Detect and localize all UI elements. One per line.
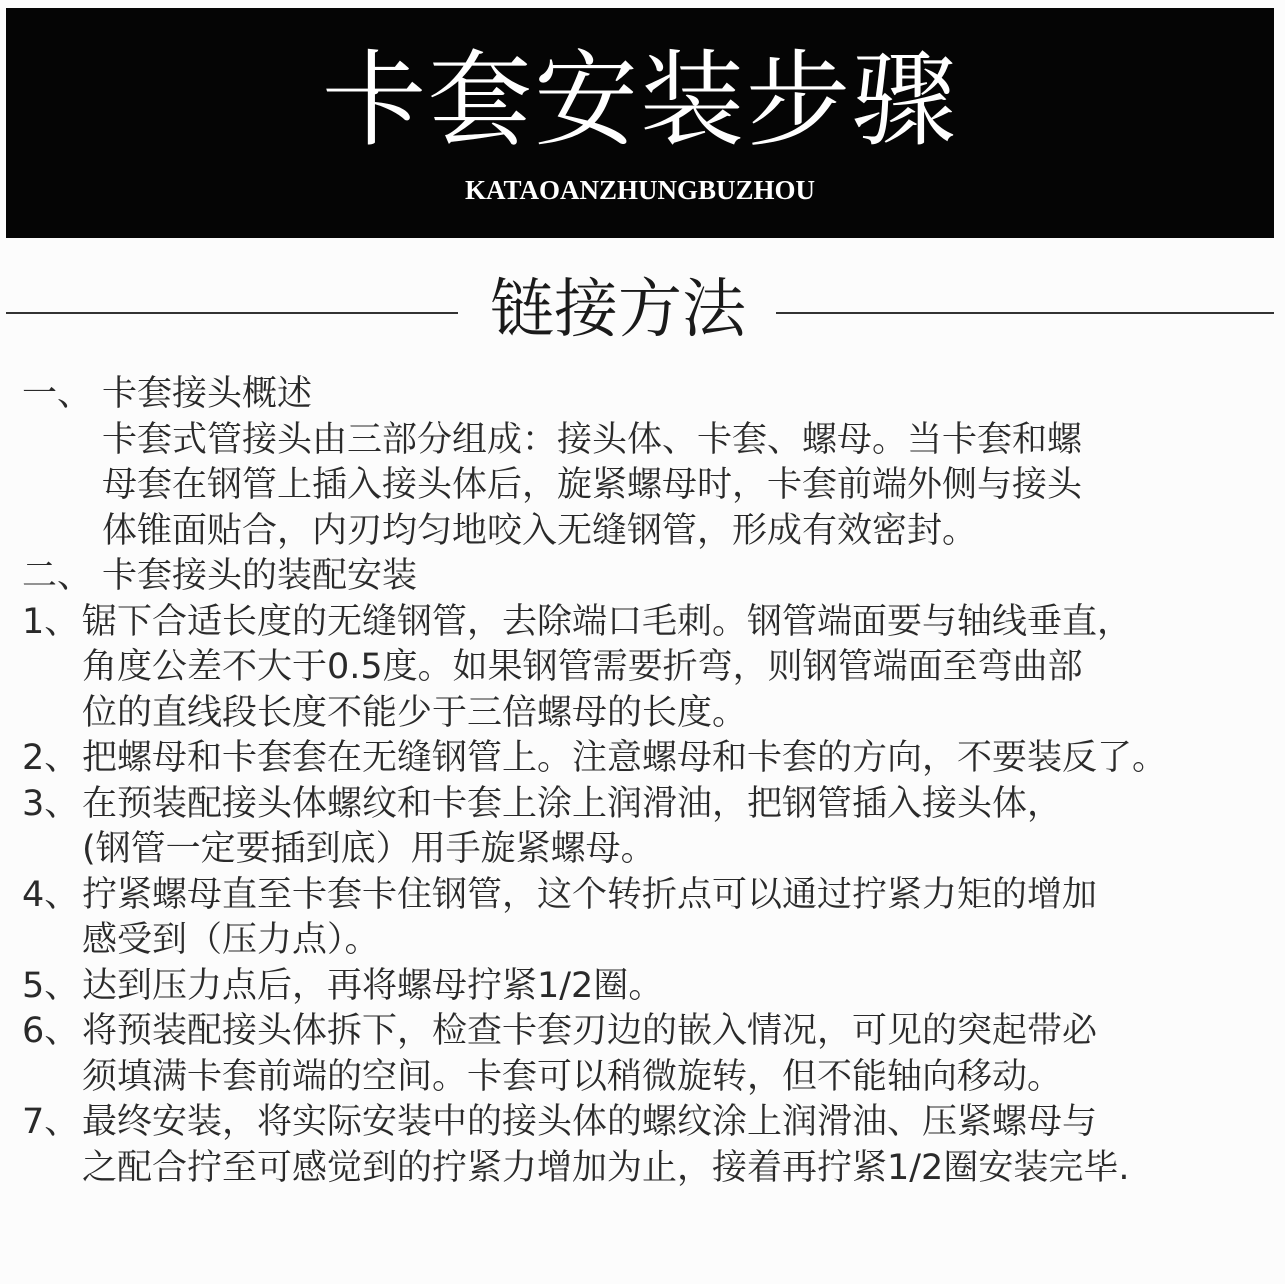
step-7-cont: 之配合拧至可感觉到的拧紧力增加为止，接着再拧紧1/2圈安装完毕.	[82, 1147, 1130, 1188]
banner-title: 卡套安装步骤	[321, 39, 958, 161]
overview-line: 体锥面贴合，内刃均匀地咬入无缝钢管，形成有效密封。	[102, 510, 978, 551]
step-text: 最终安装，将实际安装中的接头体的螺纹涂上润滑油、压紧螺母与	[82, 1102, 1098, 1142]
step-3-cont: (钢管一定要插到底）用手旋紧螺母。	[82, 829, 656, 869]
step-number: 7、	[22, 1102, 80, 1142]
step-number: 5、	[22, 965, 80, 1006]
divider-left	[6, 312, 458, 314]
step-4	[22, 873, 1277, 919]
step-3	[22, 782, 1277, 828]
step-1-cont: 位的直线段长度不能少于三倍螺母的长度。	[82, 692, 748, 733]
section-title: 链接方法	[490, 273, 746, 347]
step-1	[22, 600, 1277, 646]
step-2	[22, 736, 1277, 782]
step-number: 3、	[22, 783, 80, 824]
overview-heading	[22, 372, 1277, 418]
overview-line: 卡套式管接头由三部分组成：接头体、卡套、螺母。当卡套和螺	[102, 419, 1083, 460]
overview-heading-text: 卡套接头概述	[102, 374, 313, 414]
assembly-heading	[22, 554, 1277, 600]
step-number: 2、	[22, 738, 80, 778]
assembly-heading-text: 卡套接头的装配安装	[102, 556, 418, 596]
step-4-cont: 感受到（压力点）。	[82, 920, 380, 960]
step-1-cont: 角度公差不大于0.5度。如果钢管需要折弯，则钢管端面至弯曲部	[82, 647, 1083, 687]
step-text: 拧紧螺母直至卡套卡住钢管，这个转折点可以通过拧紧力矩的增加	[82, 874, 1098, 915]
step-number: 1、	[22, 601, 80, 642]
instructions-body	[22, 372, 1277, 1191]
section-header	[6, 270, 1274, 350]
divider-right	[776, 312, 1274, 314]
step-number: 4、	[22, 874, 80, 915]
step-6-cont: 须填满卡套前端的空间。卡套可以稍微旋转，但不能轴向移动。	[82, 1056, 1063, 1097]
step-number: 6、	[22, 1011, 80, 1051]
assembly-heading-num: 二、	[22, 556, 93, 596]
step-text: 锯下合适长度的无缝钢管，去除端口毛刺。钢管端面要与轴线垂直，	[82, 601, 1133, 642]
step-5	[22, 964, 1277, 1010]
step-text: 在预装配接头体螺纹和卡套上涂上润滑油，把钢管插入接头体，	[82, 783, 1063, 824]
step-text: 将预装配接头体拆下，检查卡套刃边的嵌入情况，可见的突起带必	[82, 1011, 1098, 1051]
overview-heading-num: 一、	[22, 374, 93, 414]
step-text: 把螺母和卡套套在无缝钢管上。注意螺母和卡套的方向，不要装反了。	[82, 738, 1168, 778]
banner-subtitle: KATAOANZHUNGBUZHOU	[464, 175, 816, 205]
title-banner	[6, 8, 1274, 238]
step-6	[22, 1009, 1277, 1055]
step-text: 达到压力点后，再将螺母拧紧1/2圈。	[82, 965, 664, 1006]
overview-line: 母套在钢管上插入接头体后，旋紧螺母时，卡套前端外侧与接头	[102, 465, 1083, 505]
step-7	[22, 1100, 1277, 1146]
